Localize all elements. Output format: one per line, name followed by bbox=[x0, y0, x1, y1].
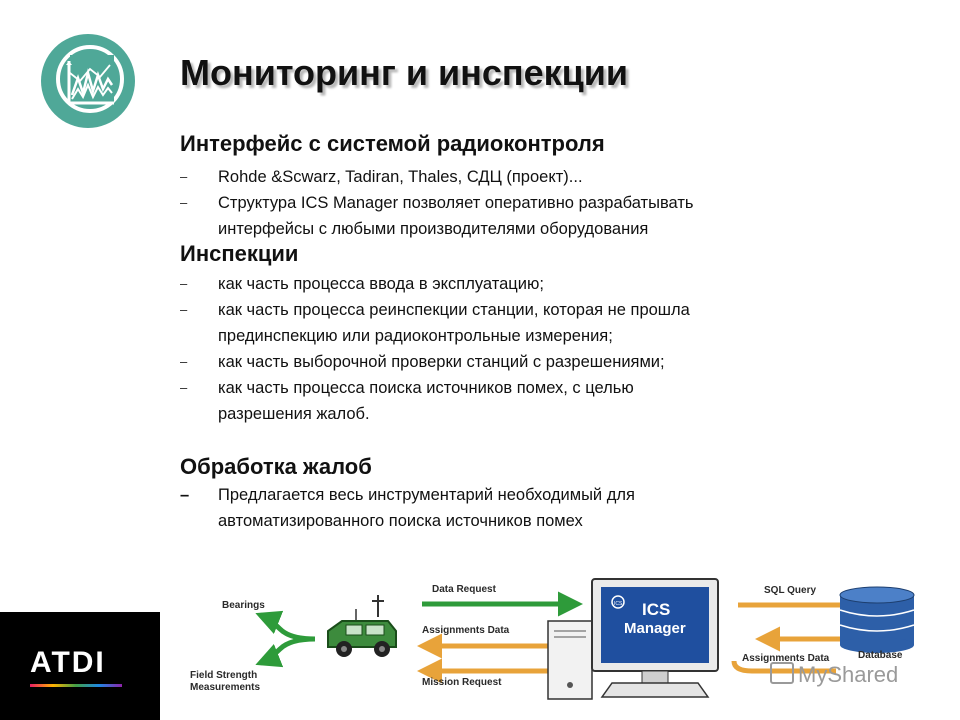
watermark-icon bbox=[770, 662, 794, 684]
section-inspections bbox=[180, 240, 880, 427]
sql-query-label: SQL Query bbox=[764, 585, 817, 596]
monitoring-logo-icon bbox=[40, 33, 136, 129]
list-item bbox=[180, 482, 880, 534]
atdi-color-bar bbox=[30, 684, 122, 687]
watermark bbox=[770, 662, 898, 688]
svg-text:ICS: ICS bbox=[614, 601, 623, 607]
list-item-text: автоматизированного поиска источников помех bbox=[218, 512, 583, 530]
list-item-text: прединспекцию или радиоконтрольные измерения; bbox=[218, 327, 613, 345]
section-heading: Интерфейс с системой радиоконтроля bbox=[180, 131, 605, 156]
list-item bbox=[180, 190, 880, 242]
dash-bullet-icon: – bbox=[180, 380, 188, 395]
page-title: Мониторинг и инспекции bbox=[180, 52, 629, 93]
field-strength-label-2: Measurements bbox=[190, 682, 261, 693]
bearings-label: Bearings bbox=[222, 600, 265, 611]
monitoring-vehicle-icon bbox=[328, 595, 396, 657]
list-item-text: разрешения жалоб. bbox=[218, 405, 370, 423]
list-item bbox=[180, 297, 880, 349]
fork-arrows bbox=[260, 615, 315, 663]
list-item bbox=[180, 349, 880, 375]
dash-bullet-icon: – bbox=[180, 354, 188, 369]
database-label: Database bbox=[858, 650, 903, 661]
section-heading: Обработка жалоб bbox=[180, 454, 372, 479]
list-item bbox=[180, 164, 880, 190]
dash-bullet-icon: – bbox=[180, 195, 188, 210]
list-item-text: как часть процесса ввода в эксплуатацию; bbox=[218, 275, 544, 293]
screen-manager-label: Manager bbox=[624, 620, 686, 637]
list-item-text: как часть процесса поиска источников помех, с целью bbox=[218, 379, 634, 397]
ics-manager-computer-icon bbox=[548, 579, 718, 699]
atdi-logo bbox=[0, 612, 160, 720]
section-heading: Инспекции bbox=[180, 241, 299, 266]
ics-manager-diagram bbox=[160, 565, 960, 720]
database-icon bbox=[840, 587, 914, 653]
dash-bullet-icon: – bbox=[180, 302, 188, 317]
list-item-text: Структура ICS Manager позволяет оперативно разрабатывать bbox=[218, 194, 694, 212]
list-item bbox=[180, 375, 880, 427]
dash-bullet-icon: – bbox=[180, 169, 188, 184]
list-item-text: Предлагается весь инструментарий необходимый для bbox=[218, 486, 635, 504]
dash-bullet-icon: – bbox=[180, 486, 190, 504]
list-item-text: Rohde &Scwarz, Tadiran, Thales, СДЦ (проект)... bbox=[218, 168, 583, 186]
assignments-data-label-right: Assignments Data bbox=[742, 653, 830, 664]
assignments-data-label-left: Assignments Data bbox=[422, 625, 510, 636]
screen-ics-label: ICS bbox=[642, 600, 671, 619]
list-item-text: интерфейсы с любыми производителями оборудования bbox=[218, 220, 649, 238]
list-item-text: как часть процесса реинспекции станции, которая не прошла bbox=[218, 301, 690, 319]
dash-bullet-icon: – bbox=[180, 276, 188, 291]
watermark-text: MyShared bbox=[798, 662, 899, 687]
field-strength-label: Field Strength bbox=[190, 670, 258, 681]
list-item-text: как часть выборочной проверки станций с разрешениями; bbox=[218, 353, 665, 371]
mission-request-label: Mission Request bbox=[422, 677, 502, 688]
section-radio-monitoring-interface bbox=[180, 130, 880, 242]
data-request-label: Data Request bbox=[432, 584, 496, 595]
section-complaint-handling bbox=[180, 453, 880, 534]
atdi-brand-text: ATDI bbox=[30, 646, 106, 679]
list-item bbox=[180, 271, 880, 297]
